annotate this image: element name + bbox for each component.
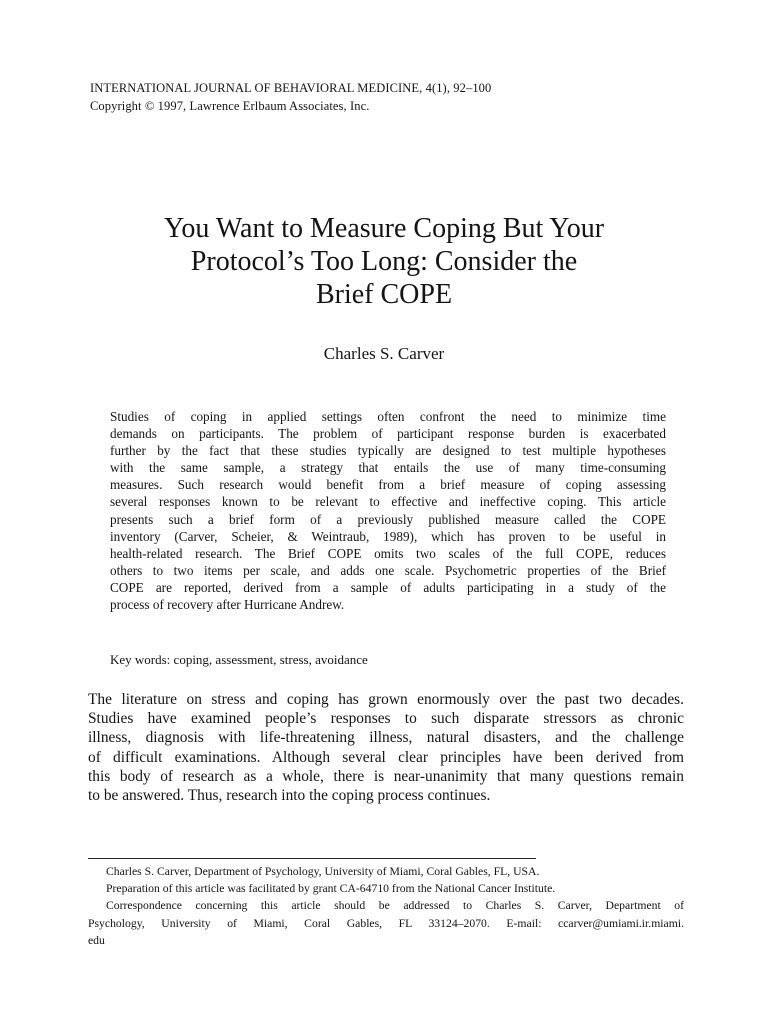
body-paragraph (88, 690, 684, 805)
abstract-line: further by the fact that these studies typically are designed to test multiple hypotheses (110, 443, 666, 459)
body-line: of difficult examinations. Although several clear principles have been derived from (88, 748, 684, 766)
abstract-line: several responses known to be relevant to effective and ineffective coping. This article (110, 494, 666, 510)
abstract (110, 408, 666, 613)
body-line: this body of research as a whole, there is near-unanimity that many questions remain (88, 767, 684, 785)
body-line: to be answered. Thus, research into the coping process continues. (88, 787, 491, 805)
footnote-divider (88, 858, 536, 859)
body-line: illness, diagnosis with life-threatening illness, natural disasters, and the challenge (88, 729, 684, 747)
footnote-line: edu (88, 933, 105, 947)
article-title (0, 212, 768, 311)
abstract-line: health-related research. The Brief COPE omits two scales of the full COPE, reduces (110, 545, 666, 561)
abstract-line: inventory (Carver, Scheier, & Weintraub, 1989), which has proven to be useful in (110, 528, 666, 544)
body-line: Studies have examined people’s responses to such disparate stressors as chronic (88, 710, 684, 728)
abstract-line: with the same sample, a strategy that entails the use of many time-consuming (110, 460, 666, 476)
footnotes (88, 863, 684, 949)
abstract-line: process of recovery after Hurricane Andrew. (110, 597, 345, 613)
title-line: Protocol’s Too Long: Consider the (190, 246, 578, 277)
footnote-line: Charles S. Carver, Department of Psychology, University of Miami, Coral Gables, FL, USA. (106, 865, 540, 878)
footnote-line: Preparation of this article was facilitated by grant CA-64710 from the National Cancer Institute. (106, 882, 556, 896)
journal-citation: INTERNATIONAL JOURNAL OF BEHAVIORAL MEDICINE, 4(1), 92–100 (90, 81, 492, 95)
footnote-line: Psychology, University of Miami, Coral Gables, FL 33124–2070. E-mail: ccarver@umiami.ir.miami. (88, 916, 684, 930)
abstract-line: presents such a brief form of a previously published measure called the COPE (110, 511, 666, 527)
abstract-line: COPE are reported, derived from a sample of adults participating in a study of the (110, 579, 666, 595)
title-line: You Want to Measure Coping But Your (163, 213, 605, 244)
title-line: Brief COPE (315, 279, 453, 310)
footnote-line: Correspondence concerning this article should be addressed to Charles S. Carver, Department of (106, 899, 684, 913)
body-line: The literature on stress and coping has grown enormously over the past two decades. (88, 691, 684, 708)
copyright-notice: Copyright © 1997, Lawrence Erlbaum Associates, Inc. (90, 99, 370, 113)
abstract-line: others to two items per scale, and adds one scale. Psychometric properties of the Brief (110, 562, 666, 578)
abstract-line: measures. Such research would benefit from a brief measure of coping assessing (110, 477, 666, 493)
author-name: Charles S. Carver (323, 344, 445, 363)
abstract-line: Studies of coping in applied settings often confront the need to minimize time (110, 409, 666, 424)
keywords: Key words: coping, assessment, stress, avoidance (110, 652, 368, 667)
abstract-line: demands on participants. The problem of participant response burden is exacerbated (110, 426, 666, 442)
